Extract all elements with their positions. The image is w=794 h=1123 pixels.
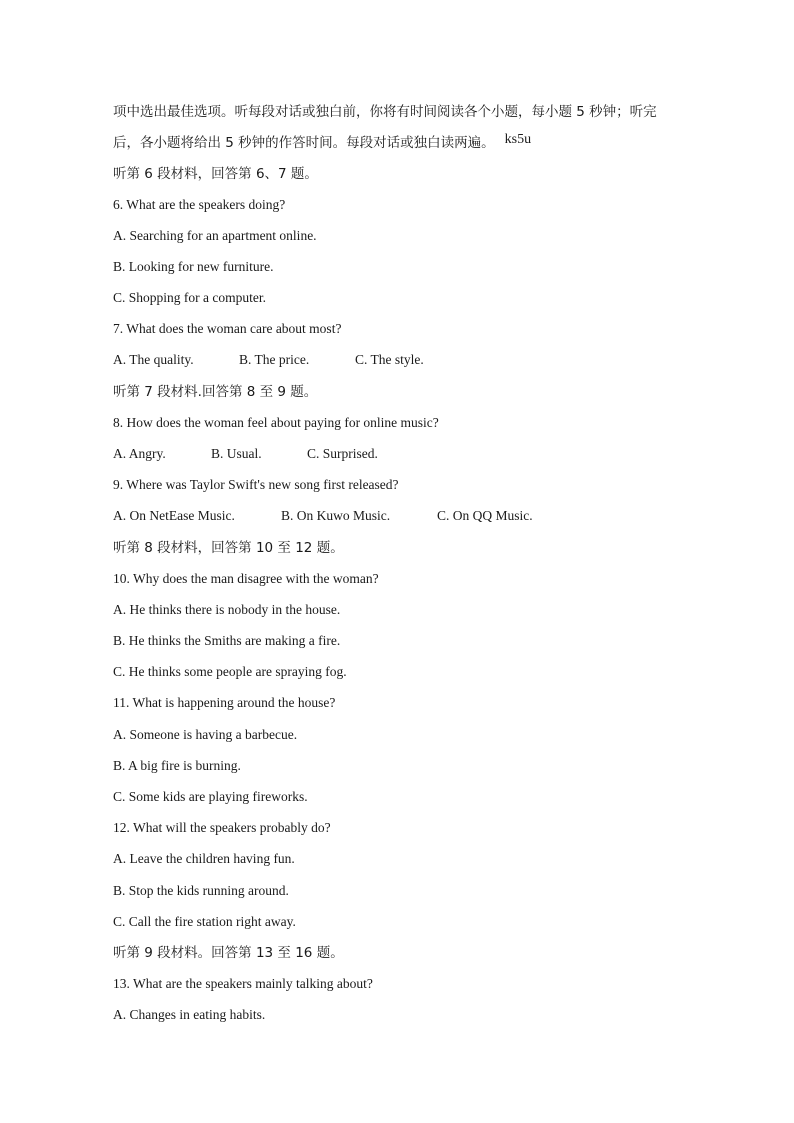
section-heading-6: 听第 6 段材料，回答第 6、7 题。 [113, 166, 318, 182]
question-13-option-a: A. Changes in eating habits. [113, 1007, 266, 1022]
question-7-option-c: C. The style. [355, 352, 424, 367]
question-12-option-a: A. Leave the children having fun. [113, 851, 295, 866]
question-12-option-c: C. Call the fire station right away. [113, 914, 296, 929]
intro-text-2: 后，各小题将给出 5 秒钟的作答时间。每段对话或独白读两遍。 [113, 135, 495, 151]
question-8-option-b: B. Usual. [211, 446, 262, 461]
question-12-option-b: B. Stop the kids running around. [113, 883, 289, 898]
intro-line-1 [113, 103, 657, 121]
section-heading-9: 听第 9 段材料。回答第 13 至 16 题。 [113, 945, 344, 961]
question-11-option-b: B. A big fire is burning. [113, 758, 241, 773]
question-7: 7. What does the woman care about most? [113, 321, 342, 336]
question-11: 11. What is happening around the house? [113, 695, 336, 710]
question-8-options [113, 445, 378, 463]
question-8-option-c: C. Surprised. [307, 446, 378, 461]
question-8-option-a: A. Angry. [113, 446, 166, 461]
intro-text-1: 项中选出最佳选项。听每段对话或独白前，你将有时间阅读各个小题，每小题 5 秒钟；听完 [113, 104, 657, 120]
question-10-option-c: C. He thinks some people are spraying fog. [113, 664, 347, 679]
question-8: 8. How does the woman feel about paying for online music? [113, 415, 439, 430]
watermark: ks5u [504, 132, 532, 147]
section-heading-8: 听第 8 段材料，回答第 10 至 12 题。 [113, 540, 344, 556]
question-10-option-a: A. He thinks there is nobody in the house. [113, 602, 341, 617]
question-7-option-a: A. The quality. [113, 352, 194, 367]
question-6: 6. What are the speakers doing? [113, 197, 286, 212]
question-6-option-b: B. Looking for new furniture. [113, 259, 274, 274]
question-12: 12. What will the speakers probably do? [113, 820, 331, 835]
question-9: 9. Where was Taylor Swift's new song first released? [113, 477, 399, 492]
section-heading-7: 听第 7 段材料.回答第 8 至 9 题。 [113, 384, 318, 400]
question-11-option-c: C. Some kids are playing fireworks. [113, 789, 308, 804]
intro-line-2 [113, 134, 531, 153]
question-11-option-a: A. Someone is having a barbecue. [113, 727, 298, 742]
question-6-option-c: C. Shopping for a computer. [113, 290, 266, 305]
question-10: 10. Why does the man disagree with the woman? [113, 571, 379, 586]
question-10-option-b: B. He thinks the Smiths are making a fire. [113, 633, 341, 648]
question-9-option-c: C. On QQ Music. [437, 508, 533, 523]
question-9-options [113, 507, 533, 525]
question-9-option-b: B. On Kuwo Music. [281, 508, 391, 523]
question-13: 13. What are the speakers mainly talking about? [113, 976, 373, 991]
question-7-options [113, 351, 424, 369]
question-6-option-a: A. Searching for an apartment online. [113, 228, 317, 243]
question-9-option-a: A. On NetEase Music. [113, 508, 235, 523]
question-7-option-b: B. The price. [239, 352, 310, 367]
